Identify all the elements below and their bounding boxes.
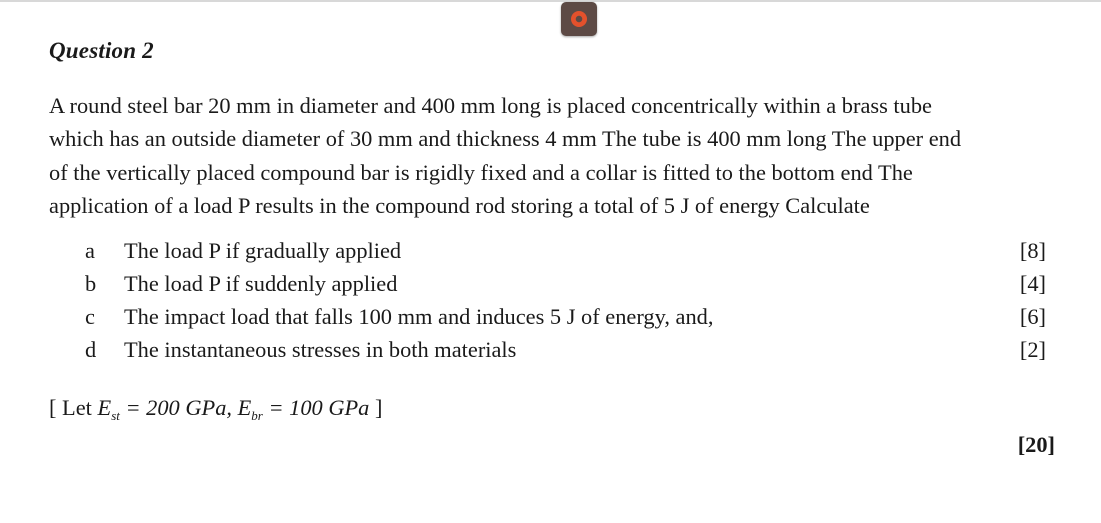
sub-question-marks: [8] — [1019, 238, 1046, 263]
sub-question-d — [0, 337, 1101, 369]
modulus-steel-subscript: st — [111, 408, 120, 423]
modulus-steel-symbol: E — [97, 395, 112, 420]
given-close: ] — [369, 395, 383, 420]
sub-question-text: The load P if suddenly applied — [124, 271, 398, 296]
paragraph-line: A round steel bar 20 mm in diameter and 400 mm long is placed concentrically within a brass tube — [49, 93, 932, 118]
question-paragraph — [49, 89, 1079, 222]
app-icon — [571, 11, 587, 27]
sub-question-text: The impact load that falls 100 mm and induces 5 J of energy, and, — [124, 304, 714, 329]
sub-question-marks: [6] — [1019, 304, 1046, 329]
modulus-brass-subscript: br — [251, 408, 263, 423]
paragraph-line: which has an outside diameter of 30 mm and thickness 4 mm The tube is 400 mm long The upper end — [49, 126, 962, 152]
sub-question-text: The instantaneous stresses in both materials — [124, 337, 517, 362]
given-constants — [49, 395, 382, 424]
top-divider — [0, 0, 1101, 2]
sub-question-text: The load P if gradually applied — [124, 238, 402, 263]
sub-question-label: a — [85, 238, 95, 263]
total-marks: [20] — [1017, 432, 1055, 457]
paragraph-line: application of a load P results in the compound rod storing a total of 5 J of energy Calculate — [49, 192, 870, 218]
given-open: [ Let — [49, 395, 98, 420]
paragraph-line: of the vertically placed compound bar is rigidly fixed and a collar is fitted to the bottom end The — [49, 159, 913, 185]
sub-question-label: b — [85, 271, 97, 296]
sub-question-b — [0, 271, 1101, 303]
sub-question-marks: [2] — [1019, 337, 1046, 362]
sub-question-c — [0, 304, 1101, 336]
sub-question-label: d — [85, 337, 97, 362]
question-title: Question 2 — [49, 38, 154, 63]
sub-question-label: c — [85, 304, 95, 329]
modulus-brass-value: = 100 GPa — [262, 395, 370, 420]
modulus-brass-symbol: E — [237, 395, 252, 420]
sub-question-marks: [4] — [1019, 271, 1046, 296]
sub-question-a — [0, 238, 1101, 270]
modulus-steel-value: = 200 GPa, — [119, 395, 238, 420]
floating-app-button[interactable] — [561, 2, 597, 36]
